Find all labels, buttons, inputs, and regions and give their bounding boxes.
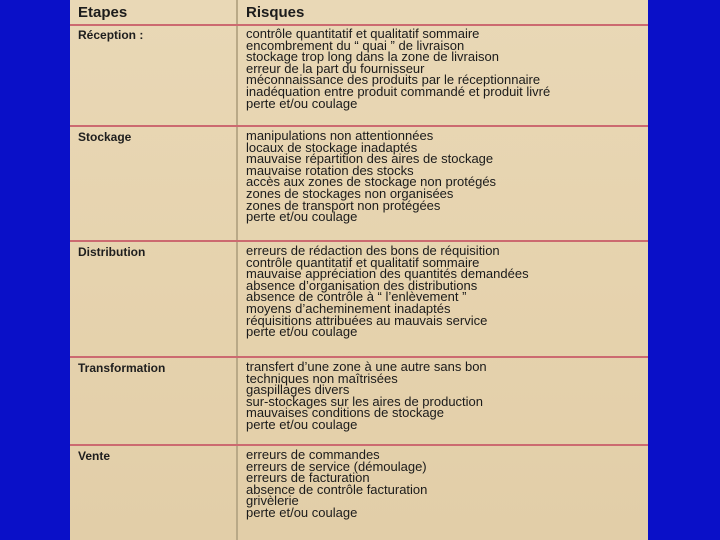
risk-item: méconnaissance des produits par le réceptionnaire <box>246 72 541 88</box>
risk-item: perte et/ou coulage <box>246 209 358 225</box>
header-risks: Risques <box>246 4 305 21</box>
risk-item: perte et/ou coulage <box>246 95 358 111</box>
risk-item: moyens d’acheminement inadaptés <box>246 300 451 316</box>
risk-item: erreur de la part du fournisseur <box>246 60 425 76</box>
risk-item: manipulations non attentionnées <box>246 128 434 143</box>
risks-transformation <box>246 361 646 431</box>
row-divider <box>70 444 648 446</box>
row-divider <box>70 356 648 358</box>
risk-item: réquisitions attribuées au mauvais service <box>246 312 488 328</box>
risk-item: stockage trop long dans la zone de livraison <box>246 49 499 65</box>
stage-distribution: Distribution <box>78 245 146 259</box>
risks-distribution <box>246 245 646 338</box>
risks-reception <box>246 28 646 109</box>
stage-stockage: Stockage <box>78 130 132 144</box>
risk-item: erreurs de rédaction des bons de réquisition <box>246 243 500 258</box>
risk-item: mauvaise répartition des aires de stockage <box>246 151 494 167</box>
risk-item: contrôle quantitatif et qualitatif sommaire <box>246 254 480 270</box>
row-divider <box>70 125 648 127</box>
header-stage: Etapes <box>78 4 128 21</box>
risk-item: absence de contrôle facturation <box>246 481 428 497</box>
risk-item: erreurs de facturation <box>246 470 370 486</box>
risk-item: gaspillages divers <box>246 382 350 398</box>
risks-vente <box>246 449 646 519</box>
risks-stockage <box>246 130 646 223</box>
risk-item: absence d’organisation des distributions <box>246 277 478 293</box>
column-divider <box>236 0 238 540</box>
risk-item: contrôle quantitatif et qualitatif sommaire <box>246 26 480 41</box>
stage-reception: Réception : <box>78 28 144 42</box>
risk-item: mauvaise rotation des stocks <box>246 162 414 178</box>
risk-item: accès aux zones de stockage non protégés <box>246 174 497 190</box>
row-divider <box>70 240 648 242</box>
risk-item: zones de stockages non organisées <box>246 185 454 201</box>
stage-transformation: Transformation <box>78 361 166 375</box>
risk-item: perte et/ou coulage <box>246 324 358 340</box>
risk-item: sur-stockages sur les aires de production <box>246 393 484 409</box>
risk-item: mauvaise appréciation des quantités demandées <box>246 266 529 282</box>
risk-item: erreurs de commandes <box>246 447 380 462</box>
risk-item: perte et/ou coulage <box>246 504 358 520</box>
risk-item: zones de transport non protégées <box>246 197 441 213</box>
risk-item: erreurs de service (démoulage) <box>246 458 427 474</box>
stage-vente: Vente <box>78 449 111 463</box>
risk-item: mauvaises conditions de stockage <box>246 405 445 421</box>
risk-item: inadéquation entre produit commandé et produit livré <box>246 83 551 99</box>
risk-item: grivèlerie <box>246 493 299 509</box>
scanned-table <box>70 0 648 540</box>
risk-item: techniques non maîtrisées <box>246 370 398 386</box>
risk-item: transfert d’une zone à une autre sans bon <box>246 359 487 374</box>
risk-item: perte et/ou coulage <box>246 416 358 432</box>
risk-item: encombrement du “ quai ” de livraison <box>246 37 465 53</box>
risk-item: locaux de stockage inadaptés <box>246 139 418 155</box>
risk-item: absence de contrôle à “ l’enlèvement ” <box>246 289 467 305</box>
